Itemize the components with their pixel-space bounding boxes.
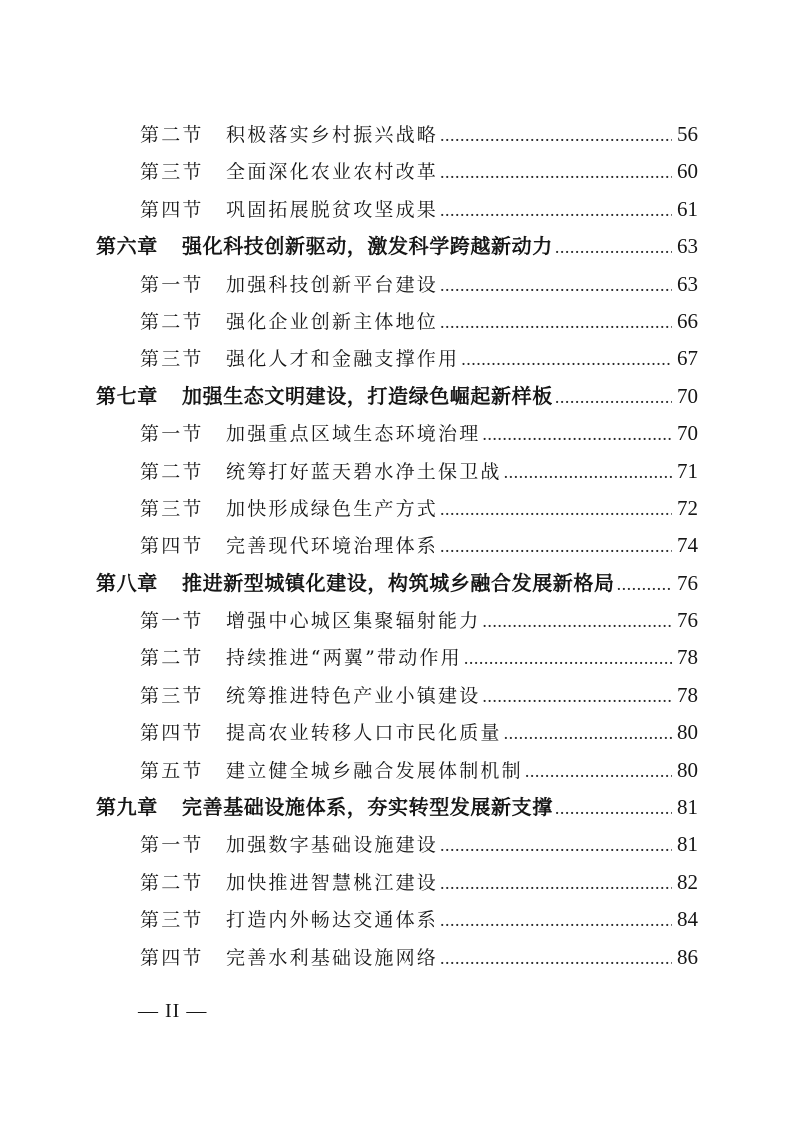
entry-title: 统筹打好蓝天碧水净土保卫战 — [226, 460, 502, 483]
dot-leader — [440, 154, 672, 191]
entry-number: 第四节 — [140, 198, 204, 221]
entry-page: 84 — [677, 907, 698, 932]
toc-entry[interactable] — [96, 527, 698, 564]
dot-leader — [617, 566, 672, 603]
toc-entry[interactable] — [96, 303, 698, 340]
entry-title: 加强科技创新平台建设 — [226, 273, 439, 296]
dot-leader — [440, 267, 672, 304]
page-number-footer: — II — — [138, 1000, 208, 1022]
chapter-title: 完善基础设施体系，夯实转型发展新支撑 — [182, 795, 553, 820]
toc-entry[interactable] — [96, 490, 698, 527]
entry-number: 第一节 — [140, 273, 204, 296]
entry-page: 82 — [677, 869, 698, 894]
toc-entry[interactable] — [96, 826, 698, 863]
entry-page: 72 — [677, 495, 698, 520]
dot-leader — [440, 528, 672, 565]
entry-title: 强化企业创新主体地位 — [226, 310, 439, 333]
entry-title: 增强中心城区集聚辐射能力 — [226, 610, 481, 633]
toc-entry[interactable] — [96, 266, 698, 303]
toc-entry[interactable] — [96, 602, 698, 639]
entry-number: 第三节 — [140, 684, 204, 707]
dot-leader — [482, 603, 672, 640]
entry-page: 76 — [677, 608, 698, 633]
dot-leader — [440, 192, 672, 229]
entry-number: 第四节 — [140, 722, 204, 745]
entry-number: 第二节 — [140, 871, 204, 894]
dot-leader — [440, 491, 672, 528]
chapter-page: 63 — [677, 234, 698, 259]
toc-chapter-entry[interactable] — [96, 789, 698, 826]
table-of-contents — [96, 116, 698, 976]
chapter-number: 第八章 — [96, 570, 158, 595]
dot-leader — [440, 304, 672, 341]
entry-number: 第三节 — [140, 909, 204, 932]
entry-number: 第四节 — [140, 535, 204, 558]
entry-title: 统筹推进特色产业小镇建设 — [226, 684, 481, 707]
entry-title: 积极落实乡村振兴战略 — [226, 124, 439, 146]
toc-entry[interactable] — [96, 639, 698, 676]
chapter-title: 推进新型城镇化建设，构筑城乡融合发展新格局 — [182, 570, 615, 595]
dot-leader — [555, 379, 672, 416]
entry-page: 74 — [677, 533, 698, 558]
entry-page: 71 — [677, 458, 698, 483]
toc-entry[interactable] — [96, 153, 698, 190]
dot-leader — [464, 640, 672, 677]
dot-leader — [555, 790, 672, 827]
toc-entry[interactable] — [96, 453, 698, 490]
entry-number: 第二节 — [140, 647, 204, 670]
entry-title: 完善现代环境治理体系 — [226, 535, 439, 558]
toc-entry[interactable] — [96, 901, 698, 938]
dot-leader — [504, 454, 672, 491]
dot-leader — [440, 865, 672, 902]
entry-page: 60 — [677, 159, 698, 184]
entry-title: 加快推进智慧桃江建设 — [226, 871, 439, 894]
entry-title: 建立健全城乡融合发展体制机制 — [226, 759, 523, 782]
entry-number: 第二节 — [140, 310, 204, 333]
entry-page: 86 — [677, 944, 698, 969]
entry-page: 66 — [677, 308, 698, 333]
entry-page: 80 — [677, 757, 698, 782]
entry-page: 78 — [677, 682, 698, 707]
entry-page: 63 — [677, 271, 698, 296]
entry-number: 第三节 — [140, 497, 204, 520]
entry-number: 第一节 — [140, 610, 204, 633]
dot-leader — [440, 902, 672, 939]
entry-page: 70 — [677, 421, 698, 446]
chapter-title: 强化科技创新驱动，激发科学跨越新动力 — [182, 234, 553, 259]
entry-page: 81 — [677, 832, 698, 857]
entry-title: 加强数字基础设施建设 — [226, 834, 439, 857]
dot-leader — [461, 341, 672, 378]
toc-entry[interactable] — [96, 752, 698, 789]
dot-leader — [525, 753, 672, 790]
entry-number: 第三节 — [140, 348, 204, 371]
chapter-number: 第六章 — [96, 234, 158, 259]
entry-number: 第五节 — [140, 759, 204, 782]
chapter-number: 第九章 — [96, 795, 158, 820]
dot-leader — [482, 416, 672, 453]
entry-number: 第四节 — [140, 946, 204, 969]
chapter-page: 76 — [677, 570, 698, 595]
toc-entry[interactable] — [96, 191, 698, 228]
chapter-page: 81 — [677, 795, 698, 820]
chapter-title: 加强生态文明建设，打造绿色崛起新样板 — [182, 383, 553, 408]
entry-number: 第三节 — [140, 161, 204, 184]
toc-entry[interactable] — [96, 864, 698, 901]
toc-entry[interactable] — [96, 340, 698, 377]
toc-entry[interactable] — [96, 677, 698, 714]
entry-title: 加快形成绿色生产方式 — [226, 497, 439, 520]
toc-chapter-entry[interactable] — [96, 565, 698, 602]
dot-leader — [504, 715, 672, 752]
entry-page: 61 — [677, 196, 698, 221]
entry-page: 80 — [677, 720, 698, 745]
toc-entry[interactable] — [96, 116, 698, 153]
toc-entry[interactable] — [96, 714, 698, 751]
dot-leader — [482, 678, 672, 715]
entry-title: 提高农业转移人口市民化质量 — [226, 722, 502, 745]
dot-leader — [440, 940, 672, 977]
entry-page: 56 — [677, 122, 698, 146]
entry-page: 67 — [677, 346, 698, 371]
dot-leader — [555, 229, 672, 266]
entry-title: 完善水利基础设施网络 — [226, 946, 439, 969]
entry-number: 第一节 — [140, 834, 204, 857]
toc-chapter-entry[interactable] — [96, 378, 698, 415]
entry-title: 巩固拓展脱贫攻坚成果 — [226, 198, 439, 221]
entry-title: 加强重点区域生态环境治理 — [226, 423, 481, 446]
dot-leader — [440, 117, 672, 154]
chapter-page: 70 — [677, 383, 698, 408]
entry-number: 第一节 — [140, 423, 204, 446]
entry-number: 第二节 — [140, 124, 204, 146]
entry-title: 强化人才和金融支撑作用 — [226, 348, 460, 371]
toc-entry[interactable] — [96, 939, 698, 976]
dot-leader — [440, 827, 672, 864]
chapter-number: 第七章 — [96, 383, 158, 408]
entry-number: 第二节 — [140, 460, 204, 483]
entry-title: 持续推进“两翼”带动作用 — [226, 647, 462, 670]
entry-title: 全面深化农业农村改革 — [226, 161, 439, 184]
entry-title: 打造内外畅达交通体系 — [226, 909, 439, 932]
toc-chapter-entry[interactable] — [96, 228, 698, 265]
entry-page: 78 — [677, 645, 698, 670]
toc-entry[interactable] — [96, 415, 698, 452]
